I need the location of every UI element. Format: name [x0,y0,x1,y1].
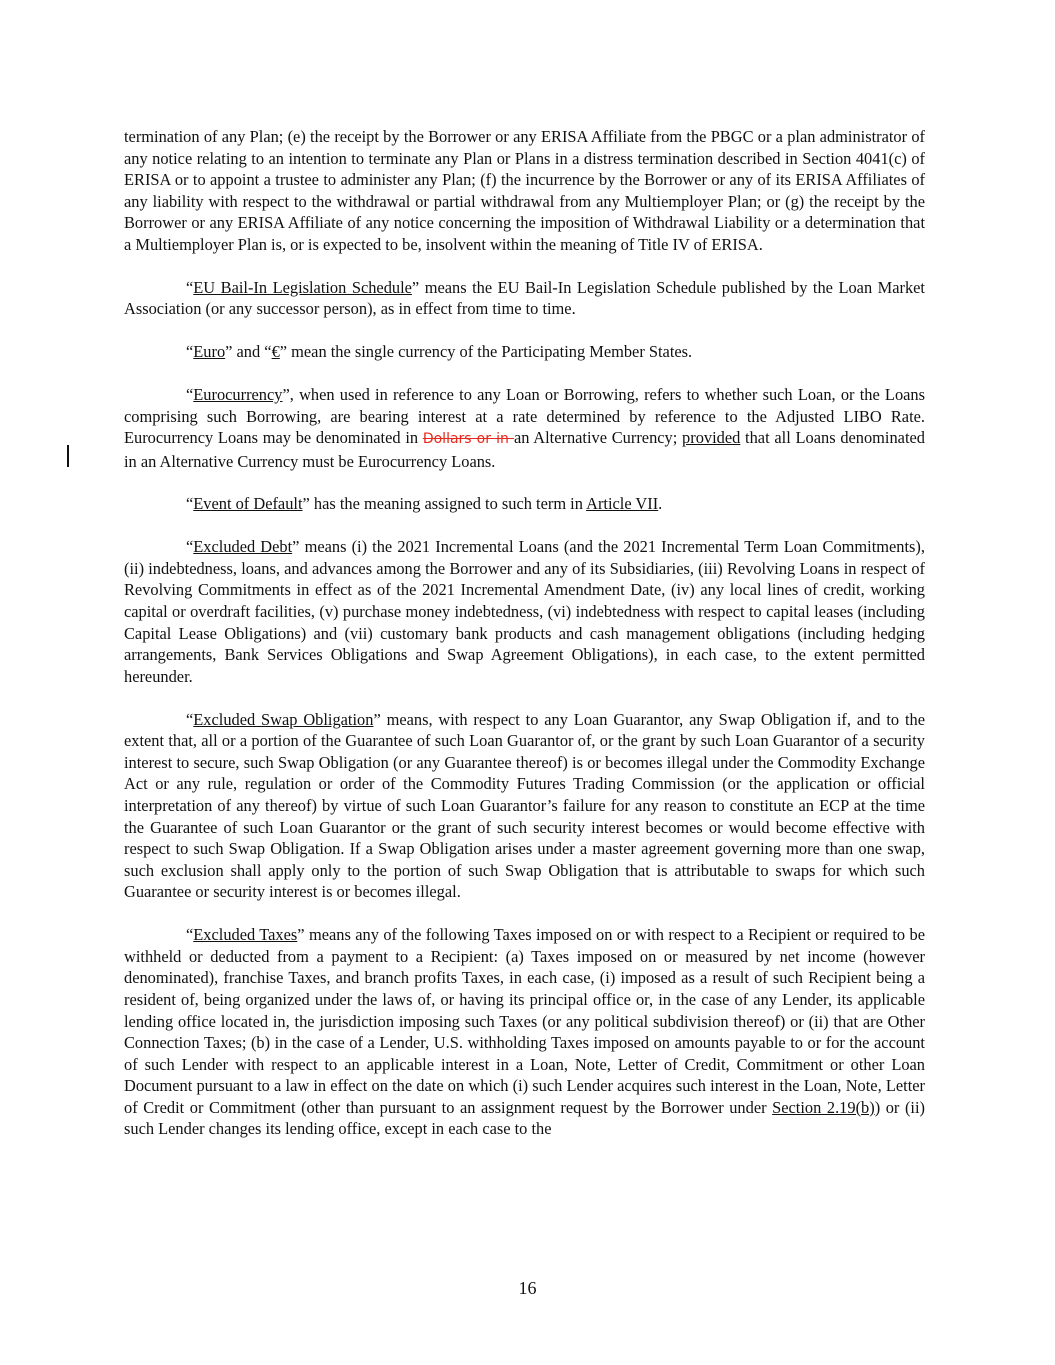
defined-term: Euro [193,342,226,362]
defined-term-symbol: € [271,342,280,362]
erisa-event-continuation: termination of any Plan; (e) the receipt by the Borrower or any ERISA Affiliate from the PBGC or a plan administrator of any notice relating to an intention to terminate any Plan or Plans in a distress termination described in Section 4041(c) of ERISA or to appoint a trustee to administer any Plan; (f) the incurrence by the Borrower or any of its ERISA Affiliates of any liability with respect to the withdrawal or partial withdrawal from any Multiemployer Plan; or (g) the receipt by the Borrower or any ERISA Affiliate of any notice concerning the imposition of Withdrawal Liability or a determination that a Multiemployer Plan is, or is expected to be, insolvent within the meaning of Title IV of ERISA. [124,127,925,254]
definition-excluded-swap-obligation: “Excluded Swap Obligation” means, with respect to any Loan Guarantor, any Swap Obligation if, and to the extent that, all or a portion of the Guarantee of such Loan Guarantor of, or the grant by such Loan Guarantor of a security interest to secure, such Swap Obligation (or any Guarantee thereof) is or becomes illegal under the Commodity Exchange Act or any rule, regulation or order of the Commodity Futures Trading Commission (or the application or official interpretation of any thereof) by virtue of such Loan Guarantor’s failure for any reason to constitute an ECP at the time the Guarantee of such Loan Guarantor or the grant of such security interest becomes or would become effective with respect to such Swap Obligation. If a Swap Obligation arises under a master agreement governing more than one swap, such exclusion shall apply only to the portion of such Swap Obligation that is attributable to swaps for which such Guarantee or security interest is or becomes illegal. [124,709,926,902]
defined-term: Excluded Debt [193,537,293,557]
document-page [124,126,925,1161]
defined-term: Eurocurrency [193,384,283,404]
change-bar [67,445,69,467]
definition-eurocurrency: “Eurocurrency”, when used in reference to any Loan or Borrowing, refers to whether such Loan, or the Loans comprising such Borrowing, are bearing interest at a rate determined by reference to the Adjusted LIBO Rate. Eurocurrency Loans may be denominated in Dollars or in an Alternative Currency; provided that all Loans denominated in an Alternative Currency must be Eurocurrency Loans. [124,384,925,471]
defined-term: Excluded Swap Obligation [193,709,374,729]
definition-excluded-taxes: “Excluded Taxes” means any of the following Taxes imposed on or with respect to a Recipient or required to be withheld or deducted from a payment to a Recipient: (a) Taxes imposed on or measured by net income (however denominated), franchise Taxes, and branch profits Taxes, in each case, (i) imposed as a result of such Recipient being a resident of, being organized under the laws of, or having its principal office or, in the case of any Lender, its applicable lending office located in, the jurisdiction imposing such Taxes (or any political subdivision thereof) or (ii) that are Other Connection Taxes; (b) in the case of a Lender, U.S. withholding Taxes imposed on amounts payable to or for the account of such Lender with respect to an applicable interest in a Loan, Note, Letter of Credit, Commitment or other Loan Document pursuant to a law in effect on the date on which (i) such Lender acquires such interest in the Loan, Note, Letter of Credit or Commitment (other than pursuant to an assignment request by the Borrower under Section 2.19(b)) or (ii) such Lender changes its lending office, except in each case to the [124,925,925,1139]
provided-term: provided [682,428,741,448]
cross-reference: Section 2.19(b) [772,1097,875,1117]
definition-event-of-default: “Event of Default” has the meaning assigned to such term in Article VII. [186,494,663,514]
cross-reference: Article VII [586,494,659,514]
definition-eu-bail-in-legislation-schedule: “EU Bail-In Legislation Schedule” means the EU Bail-In Legislation Schedule published by the Loan Market Association (or any successor person), as in effect from time to time. [124,277,925,319]
definition-excluded-debt: “Excluded Debt” means (i) the 2021 Incremental Loans (and the 2021 Incremental Term Loan Commitments), (ii) indebtedness, loans, and advances among the Borrower and any of its Subsidiaries, (iii) Revolving Loans in respect of Revolving Commitments in effect as of the 2021 Incremental Amendment Date, (iv) any local lines of credit, working capital or overdraft facilities, (v) purchase money indebtedness, (vi) indebtedness with respect to capital leases (including Capital Lease Obligations) and (vii) customary bank products and cash management obligations (including hedging arrangements, Bank Services Obligations and Swap Agreement Obligations), in each case, to the extent permitted hereunder. [124,537,925,686]
deleted-text: Dollars or in [422,431,514,448]
page-number: 16 [518,1278,537,1298]
defined-term: Event of Default [193,494,303,514]
defined-term: EU Bail-In Legislation Schedule [193,277,412,297]
definition-euro: “Euro” and “€” mean the single currency of the Participating Member States. [186,342,693,362]
defined-term: Excluded Taxes [193,925,298,945]
